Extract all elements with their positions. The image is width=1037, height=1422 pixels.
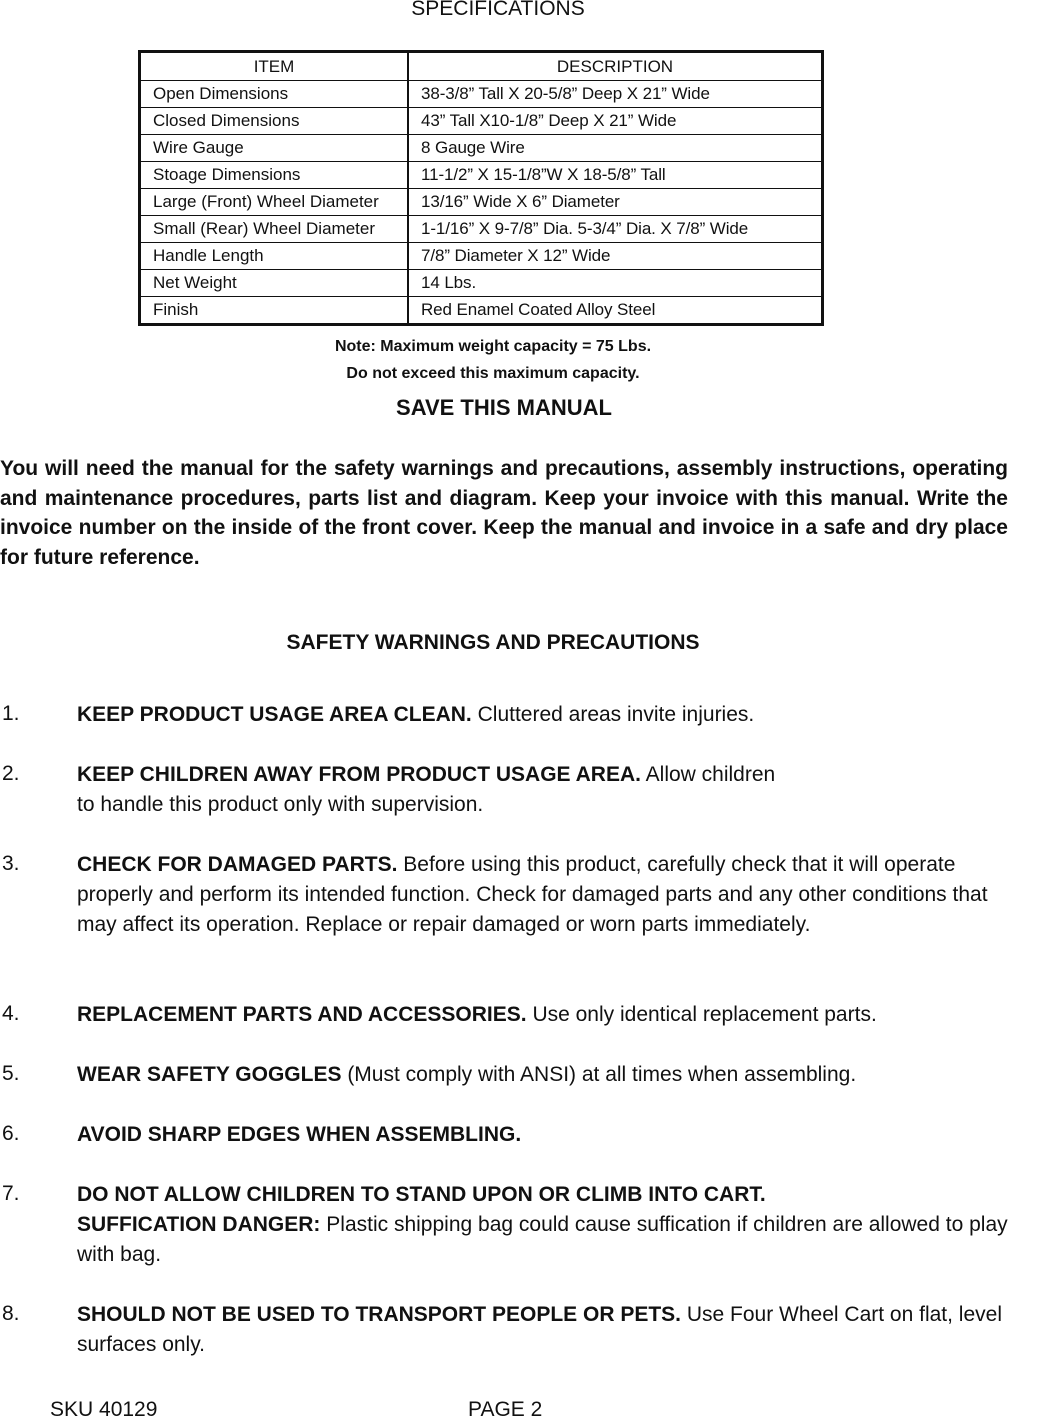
- table-row: [140, 108, 823, 135]
- spec-item: Wire Gauge: [140, 135, 409, 162]
- item-body: Use only identical replacement parts.: [532, 1003, 877, 1026]
- spec-item: Handle Length: [140, 243, 409, 270]
- safety-heading: SAFETY WARNINGS AND PRECAUTIONS: [286, 631, 700, 654]
- footer-sku: SKU 40129: [50, 1398, 158, 1421]
- spec-item: Finish: [140, 297, 409, 325]
- item-body: Use Four Wheel Cart on flat, level surfaces only.: [77, 1303, 1002, 1356]
- item-heading: AVOID SHARP EDGES WHEN ASSEMBLING.: [77, 1123, 522, 1146]
- table-header-row: [140, 52, 823, 81]
- item-heading: KEEP PRODUCT USAGE AREA CLEAN.: [77, 703, 472, 726]
- item-number: 8.: [2, 1302, 20, 1325]
- spec-item: Small (Rear) Wheel Diameter: [140, 216, 409, 243]
- item-number: 7.: [2, 1182, 20, 1205]
- column-header-item: ITEM: [140, 52, 409, 81]
- spec-item: Open Dimensions: [140, 81, 409, 108]
- spec-item: Net Weight: [140, 270, 409, 297]
- safety-item: [77, 850, 1027, 940]
- item-heading: REPLACEMENT PARTS AND ACCESSORIES.: [77, 1003, 527, 1026]
- spec-description: 38-3/8” Tall X 20-5/8” Deep X 21” Wide: [408, 81, 823, 108]
- specifications-table: [138, 50, 824, 326]
- spec-description: Red Enamel Coated Alloy Steel: [408, 297, 823, 325]
- save-manual-heading: SAVE THIS MANUAL: [396, 395, 612, 420]
- spec-description: 13/16” Wide X 6” Diameter: [408, 189, 823, 216]
- item-heading: KEEP CHILDREN AWAY FROM PRODUCT USAGE AREA.: [77, 763, 641, 786]
- item-body: to handle this product only with supervision.: [77, 793, 484, 816]
- table-row: [140, 162, 823, 189]
- item-number: 5.: [2, 1062, 20, 1085]
- safety-item: [77, 760, 1037, 820]
- item-body: (Must comply with ANSI) at all times when assembling.: [347, 1063, 857, 1086]
- spec-description: 8 Gauge Wire: [408, 135, 823, 162]
- safety-item: [77, 1120, 1037, 1150]
- item-number: 2.: [2, 762, 20, 785]
- safety-item: [77, 1060, 1037, 1090]
- table-row: [140, 243, 823, 270]
- safety-item: [77, 700, 1037, 730]
- spec-description: 43” Tall X10-1/8” Deep X 21” Wide: [408, 108, 823, 135]
- table-row: [140, 216, 823, 243]
- table-row: [140, 297, 823, 325]
- spec-description: 7/8” Diameter X 12” Wide: [408, 243, 823, 270]
- item-number: 6.: [2, 1122, 20, 1145]
- spec-item: Stoage Dimensions: [140, 162, 409, 189]
- spec-item: Closed Dimensions: [140, 108, 409, 135]
- capacity-note: Note: Maximum weight capacity = 75 Lbs.: [334, 338, 652, 355]
- item-heading: CHECK FOR DAMAGED PARTS.: [77, 853, 398, 876]
- spec-item: Large (Front) Wheel Diameter: [140, 189, 409, 216]
- item-number: 3.: [2, 852, 20, 875]
- table-row: [140, 270, 823, 297]
- table-row: [140, 189, 823, 216]
- item-body: Before using this product, carefully check that it will operate properly and perform its intended function. Check for damaged parts and any other conditions that may affect its operation. Replace or repair damaged or worn parts immediately.: [77, 853, 988, 936]
- item-heading: WEAR SAFETY GOGGLES: [77, 1063, 342, 1086]
- item-body: Plastic shipping bag could cause suffication if children are allowed to play with bag.: [77, 1213, 1008, 1266]
- spec-description: 11-1/2” X 15-1/8”W X 18-5/8” Tall: [408, 162, 823, 189]
- column-header-description: DESCRIPTION: [556, 56, 674, 76]
- item-body: Allow children: [645, 763, 776, 786]
- spec-description: 14 Lbs.: [408, 270, 823, 297]
- item-heading: SHOULD NOT BE USED TO TRANSPORT PEOPLE OR PETS.: [77, 1303, 682, 1326]
- safety-item: [77, 1180, 1027, 1270]
- table-row: [140, 135, 823, 162]
- item-number: 1.: [2, 702, 20, 725]
- page-title: SPECIFICATIONS: [411, 0, 585, 20]
- save-manual-paragraph: You will need the manual for the safety warnings and precautions, assembly instructions, operating and maintenance procedures, parts list and diagram. Keep your invoice with this manual. Write the invoice number on the inside of the front cover. Keep the manual and invoice in a safe and dry place for future reference.: [0, 457, 1008, 569]
- footer-page-number: PAGE 2: [468, 1398, 543, 1421]
- item-number: 4.: [2, 1002, 20, 1025]
- item-body: Cluttered areas invite injuries.: [477, 703, 755, 726]
- safety-item: [77, 1300, 1037, 1360]
- item-subheading: SUFFICATION DANGER:: [77, 1213, 321, 1236]
- safety-item: [77, 1000, 1037, 1030]
- capacity-warning: Do not exceed this maximum capacity.: [346, 365, 640, 382]
- table-row: [140, 81, 823, 108]
- spec-description: 1-1/16” X 9-7/8” Dia. 5-3/4” Dia. X 7/8” Wide: [408, 216, 823, 243]
- item-heading: DO NOT ALLOW CHILDREN TO STAND UPON OR CLIMB INTO CART.: [77, 1183, 766, 1206]
